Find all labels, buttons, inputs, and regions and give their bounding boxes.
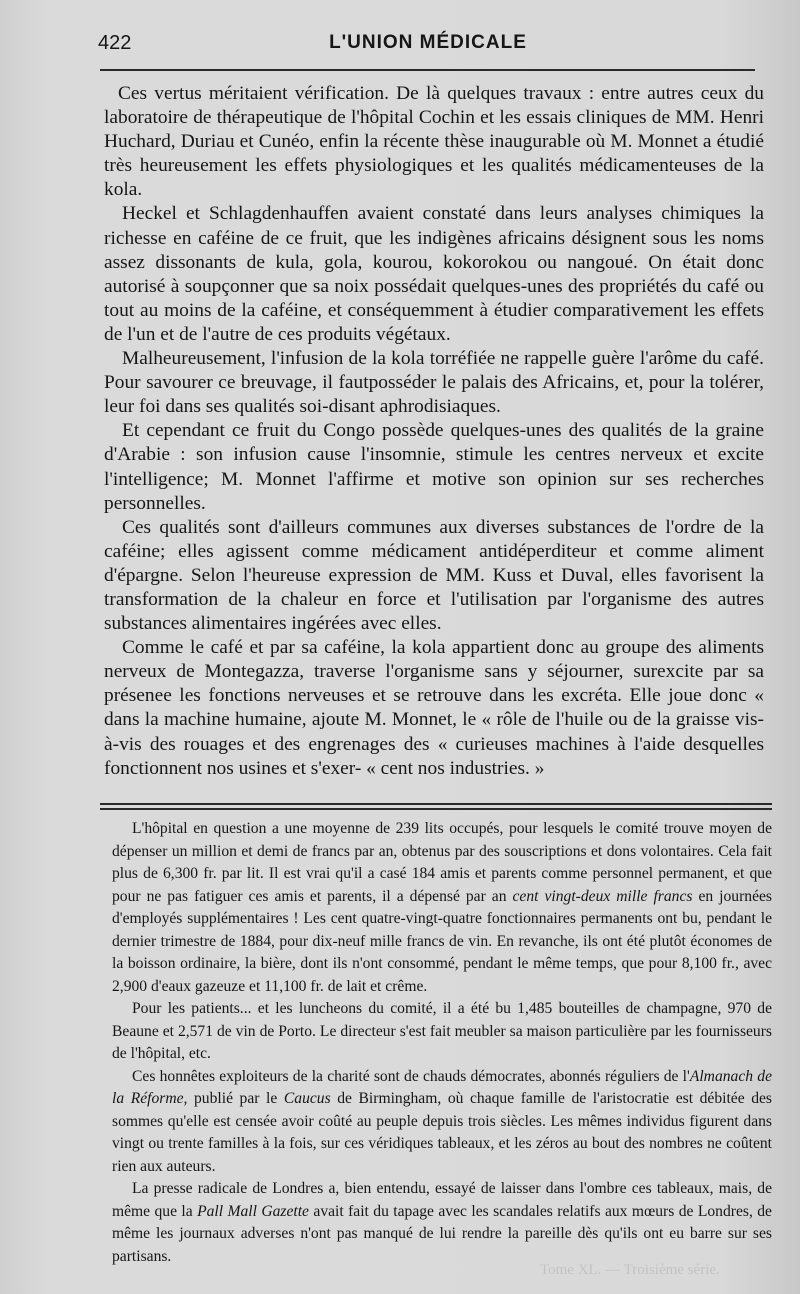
paragraph-6: Comme le café et par sa caféine, la kola appartient donc au groupe des aliments nerveux de Montegazza, traverse l'organisme sans y séjourner, surexcite par sa présenee les fonctions nerveuses et se retrouve dans les excréta. Elle joue donc « dans la machine humaine, ajoute M. Monnet, le « rôle de l'huile ou de la graisse vis-à-vis des rouages et des engrenages des « curieuses machines à l'aide desquelles fonctionnent nos usines et s'exer- « cent nos industries. »: [104, 637, 764, 779]
footnote-p3-text-b: publié par le: [187, 1090, 284, 1107]
running-title: L'UNION MÉDICALE: [329, 32, 527, 53]
header-rule: [100, 69, 755, 71]
footnote-p4-text-a: La presse radicale de Londres a, bien entendu, essayé de laisser dans l'ombre ces tableaux, mais, de même que la: [112, 1180, 772, 1220]
paragraph-4: Et cependant ce fruit du Congo possède quelques-unes des qualités de la graine d'Arabie : son infusion cause l'insomnie, stimule les centres nerveux et excite l'intelligence; M. Monnet l'affirme et motive son opinion sur ses recherches personnelles.: [104, 420, 764, 514]
paragraph-1: Ces vertus méritaient vérification. De là quelques travaux : entre autres ceux du laboratoire de thérapeutique de l'hôpital Cochin et les essais cliniques de MM. Henri Huchard, Duriau et Cunéo, enfin la récente thèse inaugurable où M. Monnet a étudié très heureusement les effets physiologiques et les qualités médicamenteuses de la kola.: [104, 83, 764, 201]
footnote-p3-italic-2: Caucus: [283, 1090, 331, 1107]
footnote-paragraph-2: Pour les patients... et les luncheons du comité, il a été bu 1,485 bouteilles de champagne, 970 de Beaune et 2,571 de vin de Porto. Le directeur s'est fait meubler sa maison particulière par les fournisseurs de l'hôpital, etc.: [112, 1000, 772, 1062]
paragraph-5: Ces qualités sont d'ailleurs communes aux diverses substances de l'ordre de la caféine; elles agissent comme médicament antidéperditeur et comme aliment d'épargne. Selon l'heureuse expression de MM. Kuss et Duval, elles favorisent la transformation de la chaleur en force et l'utilisation par l'organisme des autres substances alimentaires ingérées avec elles.: [104, 516, 764, 635]
footnote-p4-text-b: avait fait du tapage avec les scandales relatifs aux mœurs de Londres, de même les journaux adverses n'ont pas manqué de lui rendre la pareille dès qu'ils ont eu barre sur ses partisans.: [112, 1202, 772, 1265]
footnote-paragraph-1: [112, 818, 772, 998]
main-text: [104, 82, 764, 781]
footnote-paragraph-4: [112, 1178, 772, 1268]
footnote-p3-italic-1: Almanach de la Réforme,: [112, 1067, 772, 1107]
footnote-rule-top: [100, 803, 772, 805]
page-header: [98, 32, 758, 62]
footnote-p1-text-a: L'hôpital en question a une moyenne de 239 lits occupés, pour lesquels le comité trouve moyen de dépenser un million et demi de francs par an, obtenus par des souscriptions et dons volontaires. Cela fait plus de 6,300 fr. par lit. Il est vrai qu'il a casé 184 amis et parents comme personnel permanent, et que pour ne pas fatiguer ces amis et parents, il a dépensé par an: [112, 820, 772, 905]
footnote-p1-italic: cent vingt-deux mille francs: [512, 887, 693, 905]
footnote-p1-text-b: en journées d'employés supplémentaires ! Les cent quatre-vingt-quatre fonctionnaires permanents ont bu, pendant le dernier trimestre de 1884, pour dix-neuf mille francs de vin. En revanche, ils ont été plutôt économes de la boisson ordinaire, la bière, dont ils n'ont consommé, pendant le même temps, que pour 8,100 fr., avec 2,900 d'eaux gazeuze et 11,100 fr. de lait et crême.: [112, 887, 772, 995]
bleed-through-signature: Tome XL. — Troisième série.: [540, 1262, 720, 1278]
paragraph-3: Malheureusement, l'infusion de la kola torréfiée ne rappelle guère l'arôme du café. Pour savourer ce breuvage, il fautposséder le palais des Africains, et, pour la tolérer, leur foi dans ses qualités soi-disant aphrodisiaques.: [104, 348, 764, 418]
footnote-p4-italic: Pall Mall Gazette: [197, 1202, 309, 1220]
footnote-rule-bottom: [100, 808, 772, 810]
page-number: 422: [98, 32, 132, 54]
footnote: [112, 818, 772, 1268]
footnote-paragraph-3: [112, 1066, 772, 1179]
footnote-p3-text-c: de Birmingham, où chaque famille de l'aristocratie est débitée des sommes qu'elle est censée avoir coûté au peuple depuis trois siècles. Les mêmes individus figurent dans vingt ou trente familles à la fois, sur ces véridiques tableaux, et les zéros au bout des nombres ne coûtent rien aux auteurs.: [112, 1090, 772, 1175]
footnote-p3-text-a: Ces honnêtes exploiteurs de la charité sont de chauds démocrates, abonnés réguliers de l': [132, 1067, 690, 1085]
paragraph-2: Heckel et Schlagdenhauffen avaient constaté dans leurs analyses chimiques la richesse en caféine de ce fruit, que les indigènes africains désignent sous les noms assez dissonants de kula, gola, kourou, kokorokou ou nangoué. On était donc autorisé à soupçonner que sa noix possédait quelques-unes des propriétés du café ou tout au moins de la caféine, et conséquemment à étudier comparativement les effets de l'un et de l'autre de ces produits végétaux.: [104, 203, 764, 345]
